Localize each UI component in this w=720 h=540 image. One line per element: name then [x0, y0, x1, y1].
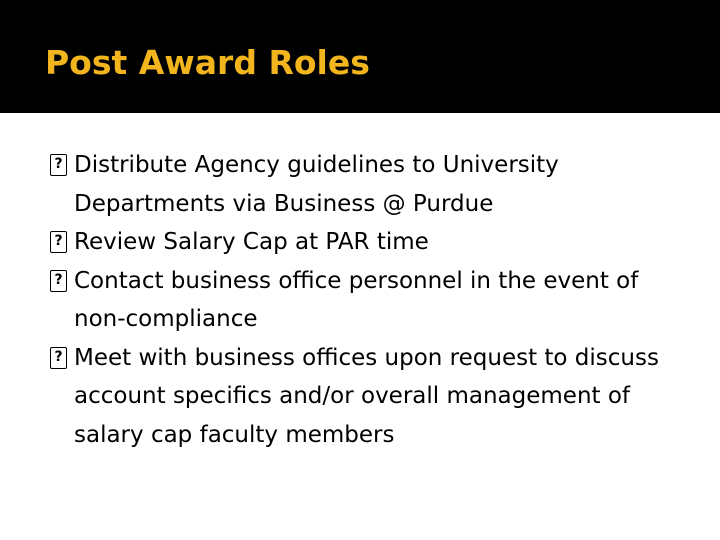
- bullet-item-review-salary-cap: [0, 223, 720, 262]
- bullet-text: Contact business office personnel in the event of non-compliance: [74, 267, 639, 332]
- missing-glyph-bullet-icon: ?: [50, 270, 67, 292]
- bullet-list: [0, 146, 720, 454]
- missing-glyph-bullet-icon: ?: [50, 347, 67, 369]
- bullet-item-contact-business-office: [0, 262, 720, 339]
- bullet-text: Meet with business offices upon request to discuss account specifics and/or overall management of salary cap faculty members: [74, 344, 659, 448]
- missing-glyph-bullet-icon: ?: [50, 231, 67, 253]
- bullet-item-distribute-guidelines: [0, 146, 720, 223]
- bullet-text: Distribute Agency guidelines to University Departments via Business @ Purdue: [74, 152, 559, 217]
- missing-glyph-bullet-icon: ?: [50, 154, 67, 176]
- bullet-text: Review Salary Cap at PAR time: [74, 229, 429, 255]
- slide-title: Post Award Roles: [45, 43, 370, 82]
- bullet-item-meet-business-offices: [0, 339, 720, 455]
- title-bar: [0, 0, 720, 113]
